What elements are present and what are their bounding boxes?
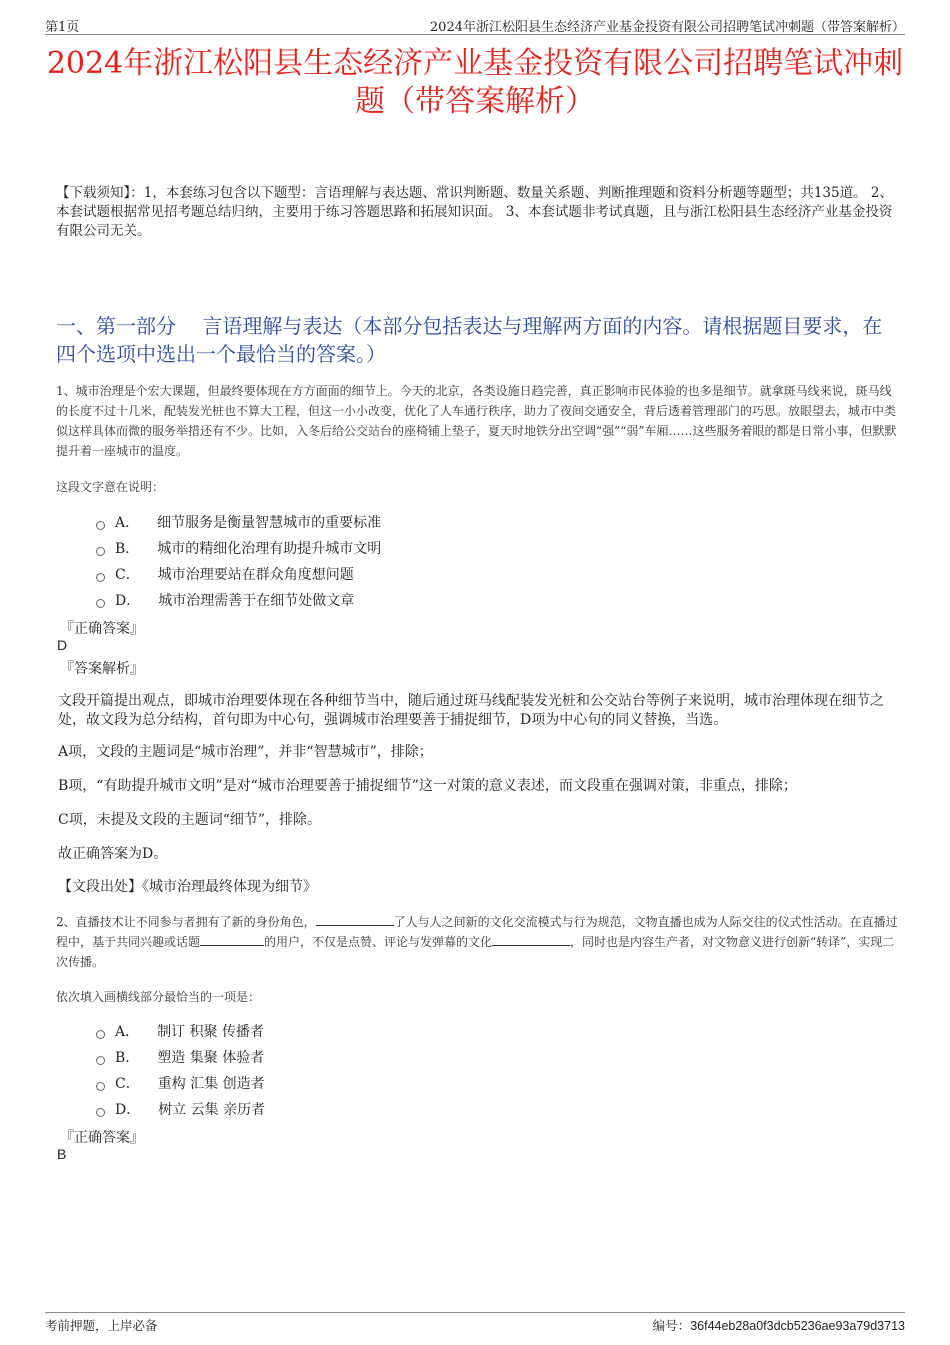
question-1-options: [96, 509, 381, 613]
option-d[interactable]: D． 树立 云集 亲历者: [96, 1096, 265, 1122]
download-notice: 【下载须知】：1，本套练习包含以下题型：言语理解与表达题、常识判断题、数量关系题、判断推理题和资料分析题等题型；共135道。 2、本套试题根据常见招考题总结归纳，主要用于练习答题思路和拓展知识面。 3、本套试题非考试真题，且与浙江松阳县生态经济产业基金投资有限公司无关。: [56, 185, 893, 239]
radio-icon[interactable]: [96, 547, 105, 556]
page-footer: [45, 1312, 905, 1333]
analysis-label: 『答案解析』: [60, 661, 144, 677]
radio-icon[interactable]: [96, 1108, 105, 1117]
answer-label: 『正确答案』: [60, 621, 144, 637]
analysis-paragraph: 文段开篇提出观点，即城市治理要体现在各种细节当中，随后通过斑马线配装发光桩和公交站台等例子来说明，城市治理体现在细节之处，故文段为总分结构，首句即为中心句，强调城市治理要善于捕捉细节，D项为中心句的同义替换，当选。: [58, 693, 884, 728]
correct-answer: B: [57, 1146, 67, 1162]
question-2-stem: 2、直播技术让不同参与者拥有了新的身份角色， 了人与人之间新的文化交流模式与行为规范，文物直播也成为人际交往的仪式性活动。在直播过程中，基于共同兴趣或话题 的用户，不仅是点赞、评论与发弹幕的文化 ，同时也是内容生产者，对文物意义进行创新“转译”，实现二次传播。: [56, 915, 898, 969]
option-a[interactable]: A． 细节服务是衡量智慧城市的重要标准: [96, 509, 381, 535]
fill-blank-3[interactable]: [492, 933, 570, 946]
analysis-option-c: C项，未提及文段的主题词“细节”，排除。: [58, 812, 322, 828]
option-b[interactable]: B． 塑造 集聚 体验者: [96, 1044, 265, 1070]
header-doc-title: 2024年浙江松阳县生态经济产业基金投资有限公司招聘笔试冲刺题（带答案解析）: [429, 20, 905, 35]
radio-icon[interactable]: [96, 521, 105, 530]
radio-icon[interactable]: [96, 1056, 105, 1065]
text-source: 【文段出处】《城市治理最终体现为细节》: [58, 879, 317, 895]
question-2-prompt: 依次填入画横线部分最恰当的一项是：: [56, 990, 261, 1004]
analysis-option-b: B项，“有助提升城市文明”是对“城市治理要善于捕捉细节”这一对策的意义表述，而文段重在强调对策，非重点，排除；: [58, 778, 797, 794]
option-d[interactable]: D． 城市治理需善于在细节处做文章: [96, 587, 381, 613]
document-code: 编号：36f44eb28a0f3dcb5236ae93a79d3713: [652, 1318, 905, 1333]
radio-icon[interactable]: [96, 1030, 105, 1039]
question-2-options: [96, 1018, 265, 1122]
option-c[interactable]: C． 城市治理要站在群众角度想问题: [96, 561, 381, 587]
option-c[interactable]: C． 重构 汇集 创造者: [96, 1070, 265, 1096]
footer-slogan: 考前押题，上岸必备: [45, 1318, 158, 1333]
option-a[interactable]: A． 制订 积聚 传播者: [96, 1018, 265, 1044]
question-1-prompt: 这段文字意在说明：: [56, 480, 165, 494]
document-title: 2024年浙江松阳县生态经济产业基金投资有限公司招聘笔试冲刺题（带答案解析）: [46, 46, 904, 119]
radio-icon[interactable]: [96, 599, 105, 608]
answer-label: 『正确答案』: [60, 1130, 144, 1146]
page-header: [45, 14, 905, 35]
radio-icon[interactable]: [96, 1082, 105, 1091]
correct-answer: D: [57, 637, 68, 653]
option-b[interactable]: B． 城市的精细化治理有助提升城市文明: [96, 535, 381, 561]
analysis-conclusion: 故正确答案为D。: [58, 846, 168, 862]
fill-blank-1[interactable]: [316, 913, 394, 926]
section-heading: 一、第一部分 言语理解与表达（本部分包括表达与理解两方面的内容。请根据题目要求，在四个选项中选出一个最恰当的答案。）: [56, 314, 883, 366]
analysis-option-a: A项，文段的主题词是“城市治理”，并非“智慧城市”，排除；: [58, 744, 433, 760]
radio-icon[interactable]: [96, 573, 105, 582]
page-number: 第1页: [45, 20, 80, 35]
fill-blank-2[interactable]: [200, 933, 264, 946]
question-1-stem: 1、城市治理是个宏大课题，但最终要体现在方方面面的细节上。今天的北京，各类设施日趋完善，真正影响市民体验的也多是细节。就拿斑马线来说，斑马线的长度不过十几米，配装发光桩也不算大工程，但这一小小改变，优化了人车通行秩序，助力了夜间交通安全，背后透着管理部门的巧思。放眼望去，城市中类似这样具体而微的服务举措还有不少。比如，入冬后给公交站台的座椅铺上垫子，夏天时地铁分出空调“强”“弱”车厢……这些服务着眼的都是日常小事，但默默提升着一座城市的温度。: [56, 384, 897, 458]
